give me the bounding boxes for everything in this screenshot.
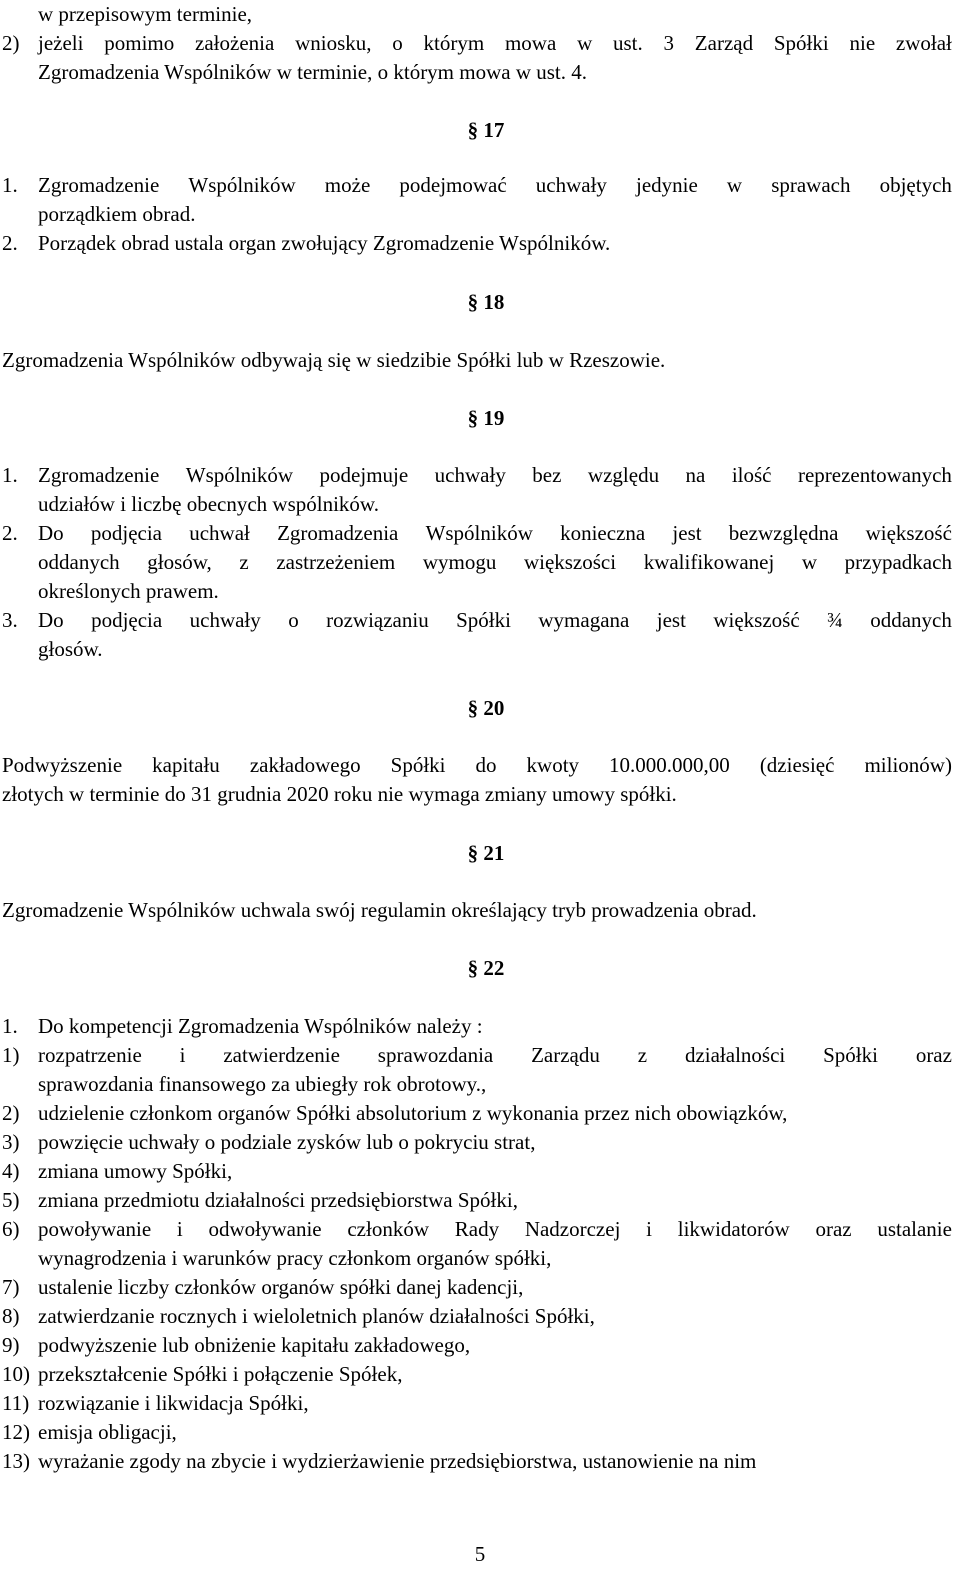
word: Zarządu (531, 1043, 600, 1067)
section-22-body (0, 1012, 952, 1476)
word: do (475, 753, 497, 777)
word: Do (38, 608, 64, 632)
word: podjęcia (91, 608, 163, 632)
item-number: 2. (2, 231, 18, 255)
word: ust. (613, 31, 643, 55)
word: podejmuje (319, 463, 409, 487)
list-item (0, 1447, 952, 1476)
item-text: udzielenie członkom organów Spółki absolutorium z wykonania przez nich obowiązków, (38, 1101, 788, 1125)
word: większość (865, 521, 952, 545)
word: bez (532, 463, 562, 487)
word: działalności (684, 1043, 786, 1067)
word: Spółki (773, 31, 829, 55)
item-text: udziałów i liczbę obecnych wspólników. (38, 492, 379, 516)
word: jedynie (636, 173, 698, 197)
word: uchwały (535, 173, 607, 197)
word: jest (656, 608, 686, 632)
section-16-continuation (0, 0, 952, 87)
text-line (0, 1244, 952, 1273)
item-text: podwyższenie lub obniżenie kapitału zakładowego, (38, 1333, 471, 1357)
item-number: 2. (2, 521, 18, 545)
list-item (0, 1273, 952, 1302)
word: odwoływanie (208, 1217, 322, 1241)
word: rozwiązaniu (326, 608, 429, 632)
word: przypadkach (844, 550, 952, 574)
word: milionów) (864, 753, 952, 777)
word: ilość (731, 463, 772, 487)
word: nie (849, 31, 876, 55)
word: uchwał (189, 521, 250, 545)
item-text: rozwiązanie i likwidacja Spółki, (38, 1391, 309, 1415)
text-line (0, 780, 952, 809)
word: 3 (663, 31, 675, 55)
item-number: 1. (2, 1014, 18, 1038)
word: zwołał (895, 31, 952, 55)
word: Spółki (390, 753, 446, 777)
item-text: przekształcenie Spółki i połączenie Spółek, (38, 1362, 403, 1386)
item-number: 1) (2, 1043, 20, 1067)
word: głosów, (147, 550, 212, 574)
item-text: zmiana umowy Spółki, (38, 1159, 233, 1183)
word: pomimo (104, 31, 175, 55)
item-text: sprawozdania finansowego za ubiegły rok obrotowy., (38, 1072, 487, 1096)
word: względu (587, 463, 660, 487)
list-item (0, 29, 952, 58)
item-text: Porządek obrad ustala organ zwołujący Zgromadzenie Wspólników. (38, 231, 611, 255)
list-item (0, 1186, 952, 1215)
word: oraz (815, 1217, 852, 1241)
item-number: 10) (2, 1362, 30, 1386)
item-text-line-justified (38, 1041, 952, 1070)
list-item (0, 1128, 952, 1157)
word: Wspólników (185, 463, 294, 487)
item-number: 3) (2, 1130, 20, 1154)
word: oraz (915, 1043, 952, 1067)
word: kwoty (526, 753, 580, 777)
item-number: 11) (2, 1391, 30, 1415)
list-item (0, 229, 952, 258)
item-text: określonych prawem. (38, 579, 219, 603)
word: z (637, 1043, 648, 1067)
item-number: 2) (2, 1101, 20, 1125)
item-text-line-justified (38, 461, 952, 490)
text-line (0, 1070, 952, 1099)
section-20-body (0, 751, 952, 809)
section-19-body (0, 461, 952, 664)
item-text: zmiana przedmiotu działalności przedsiębiorstwa Spółki, (38, 1188, 518, 1212)
word: Spółki (823, 1043, 878, 1067)
item-text: emisja obligacji, (38, 1420, 177, 1444)
word: objętych (879, 173, 952, 197)
item-text: ustalenie liczby członków organów spółki danej kadencji, (38, 1275, 524, 1299)
list-item (0, 519, 952, 548)
word: w (577, 31, 593, 55)
word: oddanych (870, 608, 952, 632)
word: sprawozdania (377, 1043, 494, 1067)
text-line (0, 200, 952, 229)
item-number: 2) (2, 31, 20, 55)
word: mowa (504, 31, 557, 55)
list-item (0, 1157, 952, 1186)
list-item (0, 606, 952, 635)
word: i (176, 1217, 183, 1241)
word: większości (523, 550, 617, 574)
word: o (288, 608, 299, 632)
list-item (0, 1389, 952, 1418)
word: wniosku, (295, 31, 372, 55)
item-number: 6) (2, 1217, 20, 1241)
word: (dziesięć (759, 753, 835, 777)
word: bezwzględna (728, 521, 839, 545)
item-text: powzięcie uchwały o podziale zysków lub o pokryciu strat, (38, 1130, 536, 1154)
word: wymogu (422, 550, 497, 574)
item-text: porządkiem obrad. (38, 202, 196, 226)
section-heading-17: § 17 (467, 118, 505, 142)
word: rozpatrzenie (38, 1043, 142, 1067)
word: jest (672, 521, 702, 545)
text-line (0, 635, 952, 664)
word: z (239, 550, 249, 574)
list-item (0, 1360, 952, 1389)
word: jeżeli (38, 31, 84, 55)
word: sprawach (771, 173, 851, 197)
text-line (0, 346, 952, 375)
item-number: 1. (2, 173, 18, 197)
item-text: wynagrodzenia i warunków pracy członkom organów spółki, (38, 1246, 552, 1270)
item-text-line-justified (38, 171, 952, 200)
text-line (0, 0, 952, 29)
list-item (0, 171, 952, 200)
paragraph-text: Zgromadzenie Wspólników uchwala swój regulamin określający tryb prowadzenia obrad. (2, 898, 757, 922)
list-item (0, 1215, 952, 1244)
word: zatwierdzenie (223, 1043, 340, 1067)
item-number: 13) (2, 1449, 30, 1473)
item-text: wyrażanie zgody na zbycie i wydzierżawienie przedsiębiorstwa, ustanowienie na nim (38, 1449, 757, 1473)
word: kwalifikowanej (643, 550, 775, 574)
item-number: 1. (2, 463, 18, 487)
word: o (392, 31, 403, 55)
section-17-body (0, 171, 952, 258)
word: powoływanie (38, 1217, 152, 1241)
word: uchwały (189, 608, 261, 632)
text-line (0, 548, 952, 577)
word: wymagana (538, 608, 630, 632)
item-text-line-justified (38, 1215, 952, 1244)
word: Podwyższenie (2, 753, 123, 777)
word: Wspólników (425, 521, 533, 545)
word: reprezentowanych (797, 463, 952, 487)
word: Rady (454, 1217, 500, 1241)
word: podejmować (399, 173, 507, 197)
list-item (0, 1099, 952, 1128)
item-number: 9) (2, 1333, 20, 1357)
word: zastrzeżeniem (276, 550, 396, 574)
word: oddanych (38, 550, 120, 574)
list-item (0, 461, 952, 490)
competence-list (0, 1041, 952, 1476)
paragraph-text: Zgromadzenia Wspólników odbywają się w siedzibie Spółki lub w Rzeszowie. (2, 348, 666, 372)
word: członków (347, 1217, 430, 1241)
word: założenia (195, 31, 275, 55)
word: i (179, 1043, 186, 1067)
item-text-line-justified (38, 29, 952, 58)
item-text-line-justified (38, 519, 952, 548)
item-text-line-justified (38, 548, 952, 577)
word: którym (423, 31, 485, 55)
word: może (324, 173, 371, 197)
word: Do (38, 521, 64, 545)
item-text: Zgromadzenia Wspólników w terminie, o którym mowa w ust. 4. (38, 60, 588, 84)
word: uchwały (434, 463, 506, 487)
word: na (685, 463, 706, 487)
word: większość (713, 608, 800, 632)
item-text: głosów. (38, 637, 103, 661)
word: konieczna (560, 521, 646, 545)
section-21-body (0, 896, 952, 925)
section-18-body (0, 346, 952, 375)
word: Spółki (456, 608, 511, 632)
word: i (646, 1217, 652, 1241)
section-heading-22: § 22 (467, 956, 505, 980)
text-line (0, 751, 952, 780)
section-heading-20: § 20 (467, 696, 505, 720)
item-text: zatwierdzanie rocznych i wieloletnich planów działalności Spółki, (38, 1304, 595, 1328)
word: likwidatorów (677, 1217, 790, 1241)
word: w (801, 550, 818, 574)
word: w (726, 173, 743, 197)
list-item (0, 1302, 952, 1331)
paragraph-text: w przepisowym terminie, (38, 2, 253, 26)
list-item (0, 1041, 952, 1070)
word: Zarząd (694, 31, 754, 55)
item-text-line-justified (38, 606, 952, 635)
item-number: 12) (2, 1420, 30, 1444)
word: Zgromadzenie (38, 463, 160, 487)
section-heading-21: § 21 (467, 841, 505, 865)
word: kapitału (152, 753, 220, 777)
item-number: 7) (2, 1275, 20, 1299)
item-number: 5) (2, 1188, 20, 1212)
text-line (0, 490, 952, 519)
word: Zgromadzenie (38, 173, 160, 197)
page-number: 5 (474, 1542, 486, 1566)
word: Zgromadzenia (277, 521, 399, 545)
list-item (0, 1418, 952, 1447)
word: ustalanie (877, 1217, 952, 1241)
item-text: Do kompetencji Zgromadzenia Wspólników należy : (38, 1014, 483, 1038)
word: Nadzorczej (524, 1217, 621, 1241)
paragraph-line-justified (2, 751, 952, 780)
paragraph-text: złotych w terminie do 31 grudnia 2020 roku nie wymaga zmiany umowy spółki. (2, 782, 677, 806)
text-line (0, 58, 952, 87)
word: podjęcia (90, 521, 163, 545)
list-item (0, 1331, 952, 1360)
section-heading-18: § 18 (467, 290, 505, 314)
word: 10.000.000,00 (609, 753, 730, 777)
list-item (0, 1012, 952, 1041)
word: zakładowego (249, 753, 361, 777)
item-number: 4) (2, 1159, 20, 1183)
word: Wspólników (188, 173, 296, 197)
item-number: 3. (2, 608, 18, 632)
text-line (0, 896, 952, 925)
text-line (0, 577, 952, 606)
word: ¾ (827, 608, 843, 632)
section-heading-19: § 19 (467, 406, 505, 430)
item-number: 8) (2, 1304, 20, 1328)
